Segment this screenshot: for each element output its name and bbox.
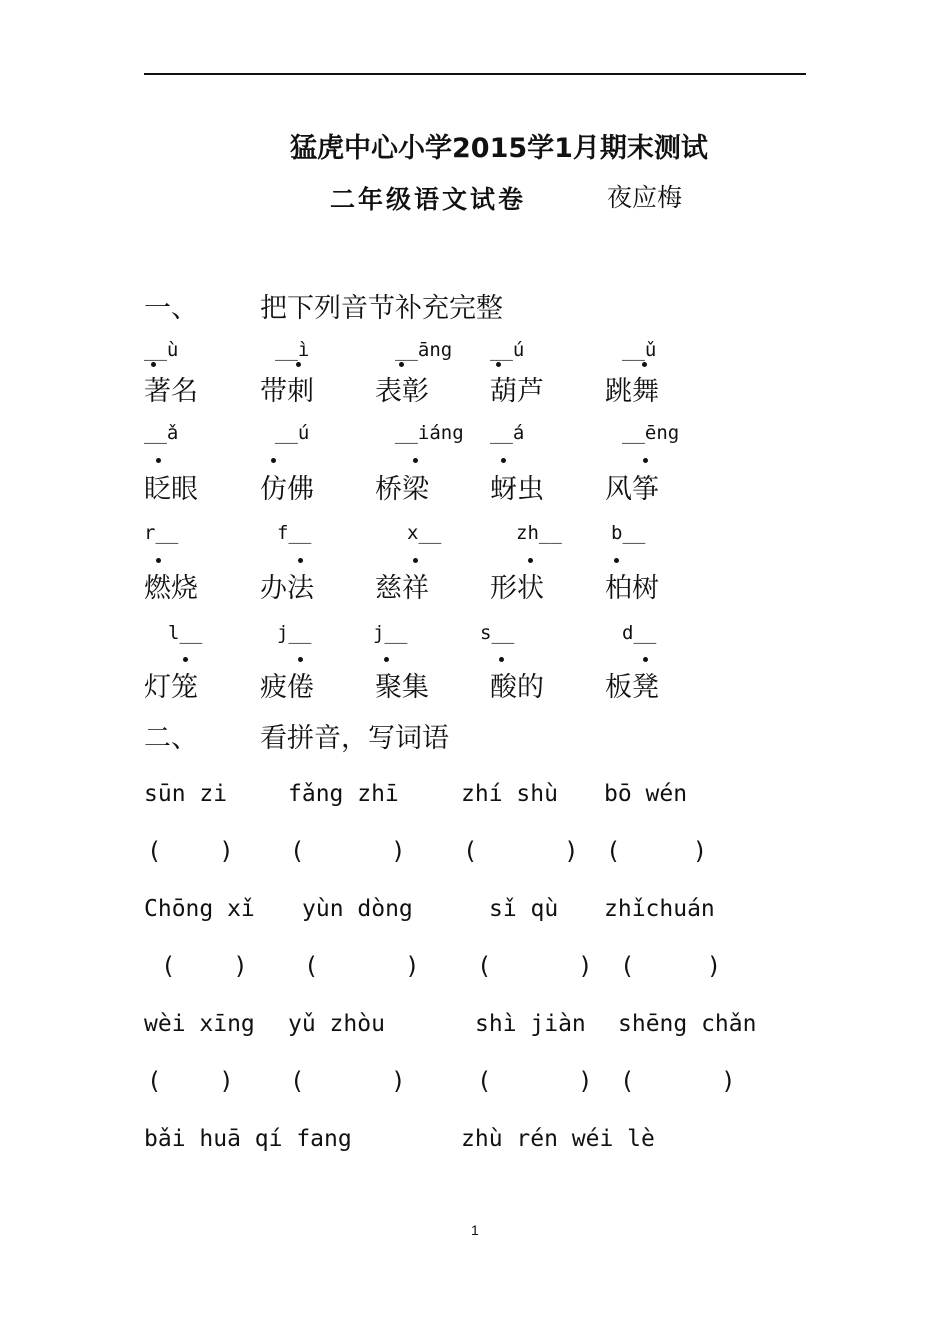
answer-blank[interactable]: ( ) <box>463 837 579 865</box>
pinyin-hint: j__ <box>277 622 312 644</box>
emphasis-dot <box>643 458 648 463</box>
pinyin-hint: d__ <box>622 622 657 644</box>
emphasis-dot <box>499 657 504 662</box>
pinyin-hint: __ēng <box>622 422 680 444</box>
answer-blank[interactable]: ( ) <box>147 837 234 865</box>
vocab-word: 柏树 <box>605 573 659 604</box>
pinyin-hint: b__ <box>611 522 646 544</box>
page-title: 猛虎中心小学2015学1月期末测试 <box>290 133 708 164</box>
emphasis-dot <box>614 558 619 563</box>
vocab-word: 酸的 <box>490 672 544 703</box>
vocab-word: 蚜虫 <box>490 474 544 505</box>
vocab-word: 办法 <box>260 573 314 604</box>
emphasis-dot <box>156 558 161 563</box>
author-name: 夜应梅 <box>607 183 683 212</box>
pinyin-hint: __ǎ <box>144 422 179 444</box>
vocab-word: 著名 <box>144 376 198 407</box>
pinyin-hint: f__ <box>277 522 312 544</box>
emphasis-dot <box>151 362 156 367</box>
section2-title: 看拼音，写词语 <box>260 723 449 754</box>
answer-blank[interactable]: ( ) <box>606 837 708 865</box>
vocab-word: 风筝 <box>605 474 659 505</box>
answer-blank[interactable]: ( ) <box>477 952 593 980</box>
pinyin-prompt: zhí shù <box>461 781 558 807</box>
pinyin-hint: __ì <box>275 339 310 361</box>
pinyin-prompt: shēng chǎn <box>618 1011 757 1037</box>
emphasis-dot <box>298 558 303 563</box>
header-rule <box>144 73 806 75</box>
emphasis-dot <box>384 657 389 662</box>
vocab-word: 眨眼 <box>144 474 198 505</box>
pinyin-prompt: Chōng xǐ <box>144 896 255 922</box>
pinyin-hint: __ú <box>490 339 525 361</box>
emphasis-dot <box>271 458 276 463</box>
vocab-word: 表彰 <box>375 376 429 407</box>
vocab-word: 跳舞 <box>605 376 659 407</box>
answer-blank[interactable]: ( ) <box>147 1067 234 1095</box>
pinyin-hint: r__ <box>144 522 179 544</box>
pinyin-prompt: bō wén <box>604 781 688 807</box>
vocab-word: 慈祥 <box>375 573 429 604</box>
pinyin-hint: x__ <box>407 522 442 544</box>
answer-blank[interactable]: ( ) <box>620 1067 736 1095</box>
emphasis-dot <box>296 362 301 367</box>
pinyin-hint: l__ <box>168 622 203 644</box>
emphasis-dot <box>501 458 506 463</box>
page-number: 1 <box>471 1222 479 1238</box>
emphasis-dot <box>399 362 404 367</box>
pinyin-prompt: zhǐchuán <box>604 896 715 922</box>
pinyin-hint: zh__ <box>516 522 562 544</box>
pinyin-prompt: sǐ qù <box>489 896 559 922</box>
answer-blank[interactable]: ( ) <box>290 1067 406 1095</box>
answer-blank[interactable]: ( ) <box>620 952 722 980</box>
vocab-word: 带刺 <box>260 376 314 407</box>
pinyin-hint: __á <box>490 422 525 444</box>
vocab-word: 仿佛 <box>260 474 314 505</box>
section2-number: 二、 <box>144 723 198 754</box>
vocab-word: 葫芦 <box>490 376 544 407</box>
pinyin-prompt: bǎi huā qí fang <box>144 1126 352 1152</box>
pinyin-prompt: zhù rén wéi lè <box>461 1126 655 1152</box>
pinyin-prompt: sūn zi <box>144 781 228 807</box>
pinyin-hint: j__ <box>373 622 408 644</box>
emphasis-dot <box>642 362 647 367</box>
answer-blank[interactable]: ( ) <box>290 837 406 865</box>
emphasis-dot <box>413 458 418 463</box>
answer-blank[interactable]: ( ) <box>304 952 420 980</box>
pinyin-prompt: shì jiàn <box>475 1011 586 1037</box>
vocab-word: 板凳 <box>605 672 659 703</box>
emphasis-dot <box>643 657 648 662</box>
vocab-word: 聚集 <box>375 672 429 703</box>
section1-number: 一、 <box>144 293 198 324</box>
emphasis-dot <box>413 558 418 563</box>
pinyin-hint: __ú <box>275 422 310 444</box>
section1-title: 把下列音节补充完整 <box>260 293 503 324</box>
pinyin-hint: __ǔ <box>622 339 657 361</box>
answer-blank[interactable]: ( ) <box>161 952 248 980</box>
vocab-word: 燃烧 <box>144 573 198 604</box>
page-subtitle: 二年级语文试卷 <box>330 185 527 214</box>
pinyin-prompt: fǎng zhī <box>288 781 399 807</box>
pinyin-prompt: yùn dòng <box>302 896 413 922</box>
emphasis-dot <box>183 657 188 662</box>
vocab-word: 疲倦 <box>260 672 314 703</box>
answer-blank[interactable]: ( ) <box>477 1067 593 1095</box>
pinyin-prompt: wèi xīng <box>144 1011 255 1037</box>
pinyin-hint: __āng <box>395 339 453 361</box>
vocab-word: 桥梁 <box>375 474 429 505</box>
vocab-word: 灯笼 <box>144 672 198 703</box>
pinyin-hint: s__ <box>480 622 515 644</box>
vocab-word: 形状 <box>490 573 544 604</box>
emphasis-dot <box>496 362 501 367</box>
pinyin-hint: __ù <box>144 339 179 361</box>
emphasis-dot <box>528 558 533 563</box>
pinyin-prompt: yǔ zhòu <box>288 1011 385 1037</box>
emphasis-dot <box>156 458 161 463</box>
pinyin-hint: __iáng <box>395 422 464 444</box>
emphasis-dot <box>298 657 303 662</box>
